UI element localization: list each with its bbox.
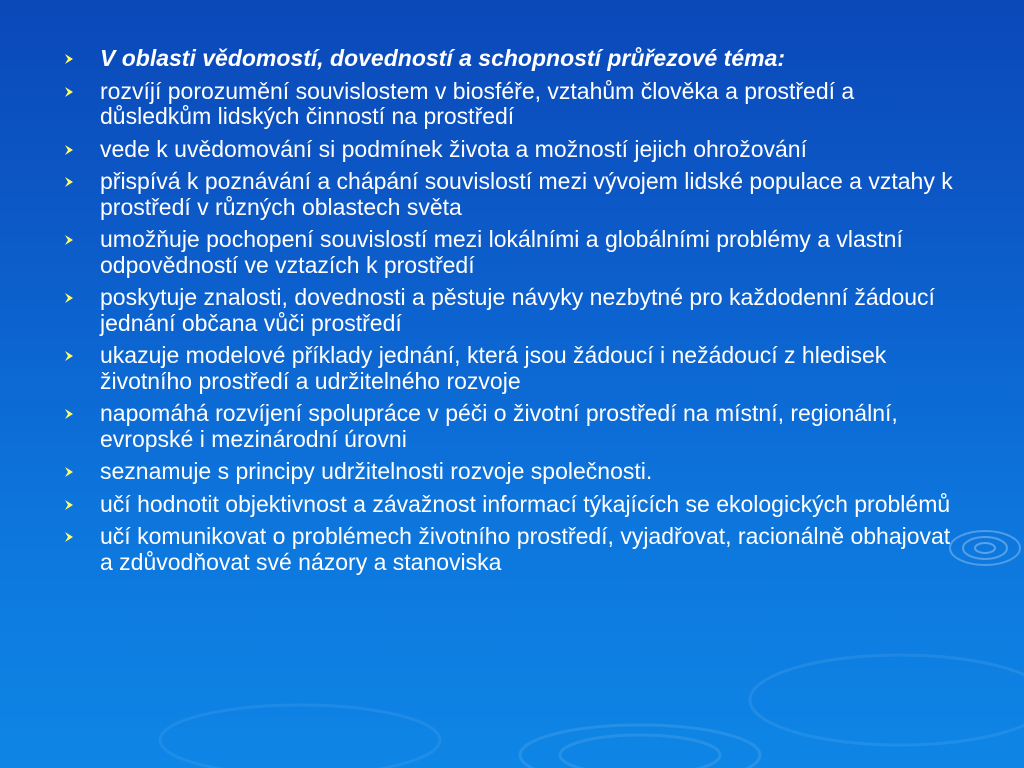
arrow-bullet-icon: [64, 466, 76, 478]
arrow-bullet-icon: [64, 499, 76, 511]
bullet-item: [62, 459, 962, 485]
arrow-bullet-icon: [64, 176, 76, 188]
bullet-item: [62, 79, 962, 130]
bullet-item: [62, 227, 962, 278]
bullet-text: seznamuje s principy udržitelnosti rozvoje společnosti.: [100, 458, 653, 484]
arrow-bullet-icon: [64, 531, 76, 543]
arrow-bullet-icon: [64, 234, 76, 246]
arrow-bullet-icon: [64, 144, 76, 156]
bullet-item: [62, 343, 962, 394]
bullet-list: [62, 46, 962, 575]
bullet-item: [62, 492, 962, 518]
bullet-text: poskytuje znalosti, dovednosti a pěstuje návyky nezbytné pro každodenní žádoucí jednání občana vůči prostředí: [100, 284, 935, 336]
arrow-bullet-icon: [64, 53, 76, 65]
bullet-item: [62, 285, 962, 336]
bullet-item: [62, 524, 962, 575]
bullet-text: rozvíjí porozumění souvislostem v biosféře, vztahům člověka a prostředí a důsledkům lidských činností na prostředí: [100, 77, 855, 129]
bullet-item: [62, 401, 962, 452]
bullet-text: V oblasti vědomostí, dovedností a schopností průřezové téma:: [100, 45, 786, 71]
arrow-bullet-icon: [64, 408, 76, 420]
bullet-text: vede k uvědomování si podmínek života a možností jejich ohrožování: [100, 135, 807, 162]
bullet-item: [62, 137, 962, 163]
bullet-text: učí komunikovat o problémech životního prostředí, vyjadřovat, racionálně obhajovat a zdůvodňovat své názory a stanoviska: [100, 523, 951, 575]
bullet-item: [62, 169, 962, 220]
bullet-text: napomáhá rozvíjení spolupráce v péči o životní prostředí na místní, regionální, evropské i mezinárodní úrovni: [100, 400, 898, 452]
slide-heading-bullet: [62, 46, 962, 72]
slide-content: [62, 46, 962, 582]
arrow-bullet-icon: [64, 292, 76, 304]
bullet-text: umožňuje pochopení souvislostí mezi lokálními a globálními problémy a vlastní odpovědností ve vztazích k prostředí: [100, 226, 903, 278]
bullet-text: ukazuje modelové příklady jednání, která jsou žádoucí i nežádoucí z hledisek životního prostředí a udržitelného rozvoje: [100, 342, 887, 394]
arrow-bullet-icon: [64, 86, 76, 98]
bullet-text: přispívá k poznávání a chápání souvislostí mezi vývojem lidské populace a vztahy k prostředí v různých oblastech světa: [100, 168, 953, 220]
bullet-text: učí hodnotit objektivnost a závažnost informací týkajících se ekologických problémů: [100, 490, 951, 517]
arrow-bullet-icon: [64, 350, 76, 362]
